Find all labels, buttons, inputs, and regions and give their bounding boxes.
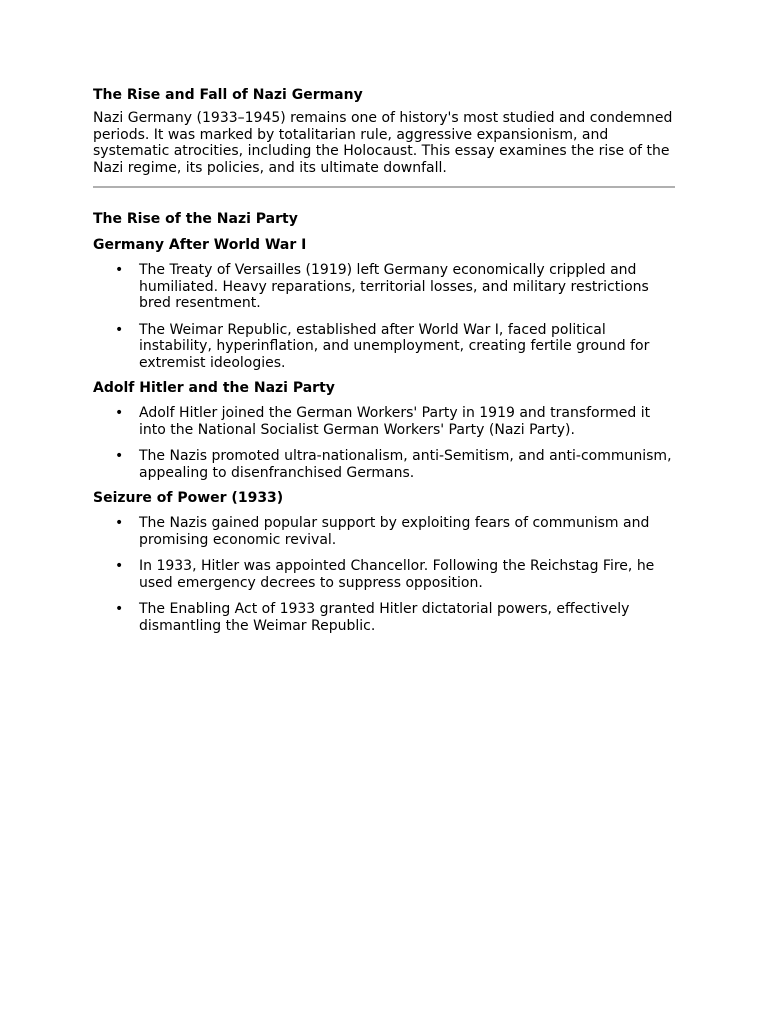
list-item bbox=[93, 405, 675, 438]
list-item bbox=[93, 601, 675, 634]
list-item-text: In 1933, Hitler was appointed Chancellor. Following the Reichstag Fire, he used emergency decrees to suppress opposition. bbox=[139, 558, 655, 591]
list-item-text: The Nazis promoted ultra-nationalism, anti-Semitism, and anti-communism, appealing to disenfranchised Germans. bbox=[139, 448, 672, 481]
list-item bbox=[93, 262, 675, 312]
list-item bbox=[93, 515, 675, 548]
subsection-seizure-of-power bbox=[93, 489, 675, 634]
bullet-icon: • bbox=[115, 558, 124, 574]
bullet-icon: • bbox=[115, 262, 124, 278]
subsection-title: Adolf Hitler and the Nazi Party bbox=[93, 380, 335, 396]
list-item-text: The Treaty of Versailles (1919) left Germany economically crippled and humiliated. Heavy reparations, territorial losses, and military restrictions bred resentment. bbox=[139, 262, 649, 311]
bullet-list bbox=[93, 515, 675, 634]
list-item-text: The Nazis gained popular support by exploiting fears of communism and promising economic revival. bbox=[139, 515, 650, 548]
bullet-icon: • bbox=[115, 405, 124, 421]
document-page bbox=[93, 86, 675, 642]
list-item-text: The Enabling Act of 1933 granted Hitler dictatorial powers, effectively dismantling the Weimar Republic. bbox=[139, 601, 630, 634]
bullet-icon: • bbox=[115, 321, 124, 338]
list-item bbox=[93, 558, 675, 591]
list-item-text: The Weimar Republic, established after World War I, faced political instability, hyperinflation, and unemployment, creating fertile ground for extremist ideologies. bbox=[139, 321, 650, 371]
horizontal-divider bbox=[93, 186, 675, 188]
section-title: The Rise of the Nazi Party bbox=[93, 211, 298, 227]
bullet-icon: • bbox=[115, 515, 124, 531]
bullet-icon: • bbox=[115, 448, 124, 464]
bullet-list bbox=[93, 405, 675, 481]
intro-paragraph: Nazi Germany (1933–1945) remains one of history's most studied and condemned periods. It was marked by totalitarian rule, aggressive expansionism, and systematic atrocities, including the Holocaust. This essay examines the rise of the Nazi regime, its policies, and its ultimate downfall. bbox=[93, 110, 673, 176]
list-item bbox=[93, 448, 675, 481]
subsection-title: Seizure of Power (1933) bbox=[93, 490, 284, 506]
subsection-title: Germany After World War I bbox=[93, 237, 307, 253]
bullet-icon: • bbox=[115, 601, 124, 617]
list-item-text: Adolf Hitler joined the German Workers' Party in 1919 and transformed it into the National Socialist German Workers' Party (Nazi Party). bbox=[139, 405, 651, 438]
subsection-adolf-hitler bbox=[93, 379, 675, 481]
list-item bbox=[93, 322, 675, 372]
subsection-germany-after-ww1 bbox=[93, 236, 675, 371]
document-title: The Rise and Fall of Nazi Germany bbox=[93, 87, 363, 103]
bullet-list bbox=[93, 262, 675, 371]
